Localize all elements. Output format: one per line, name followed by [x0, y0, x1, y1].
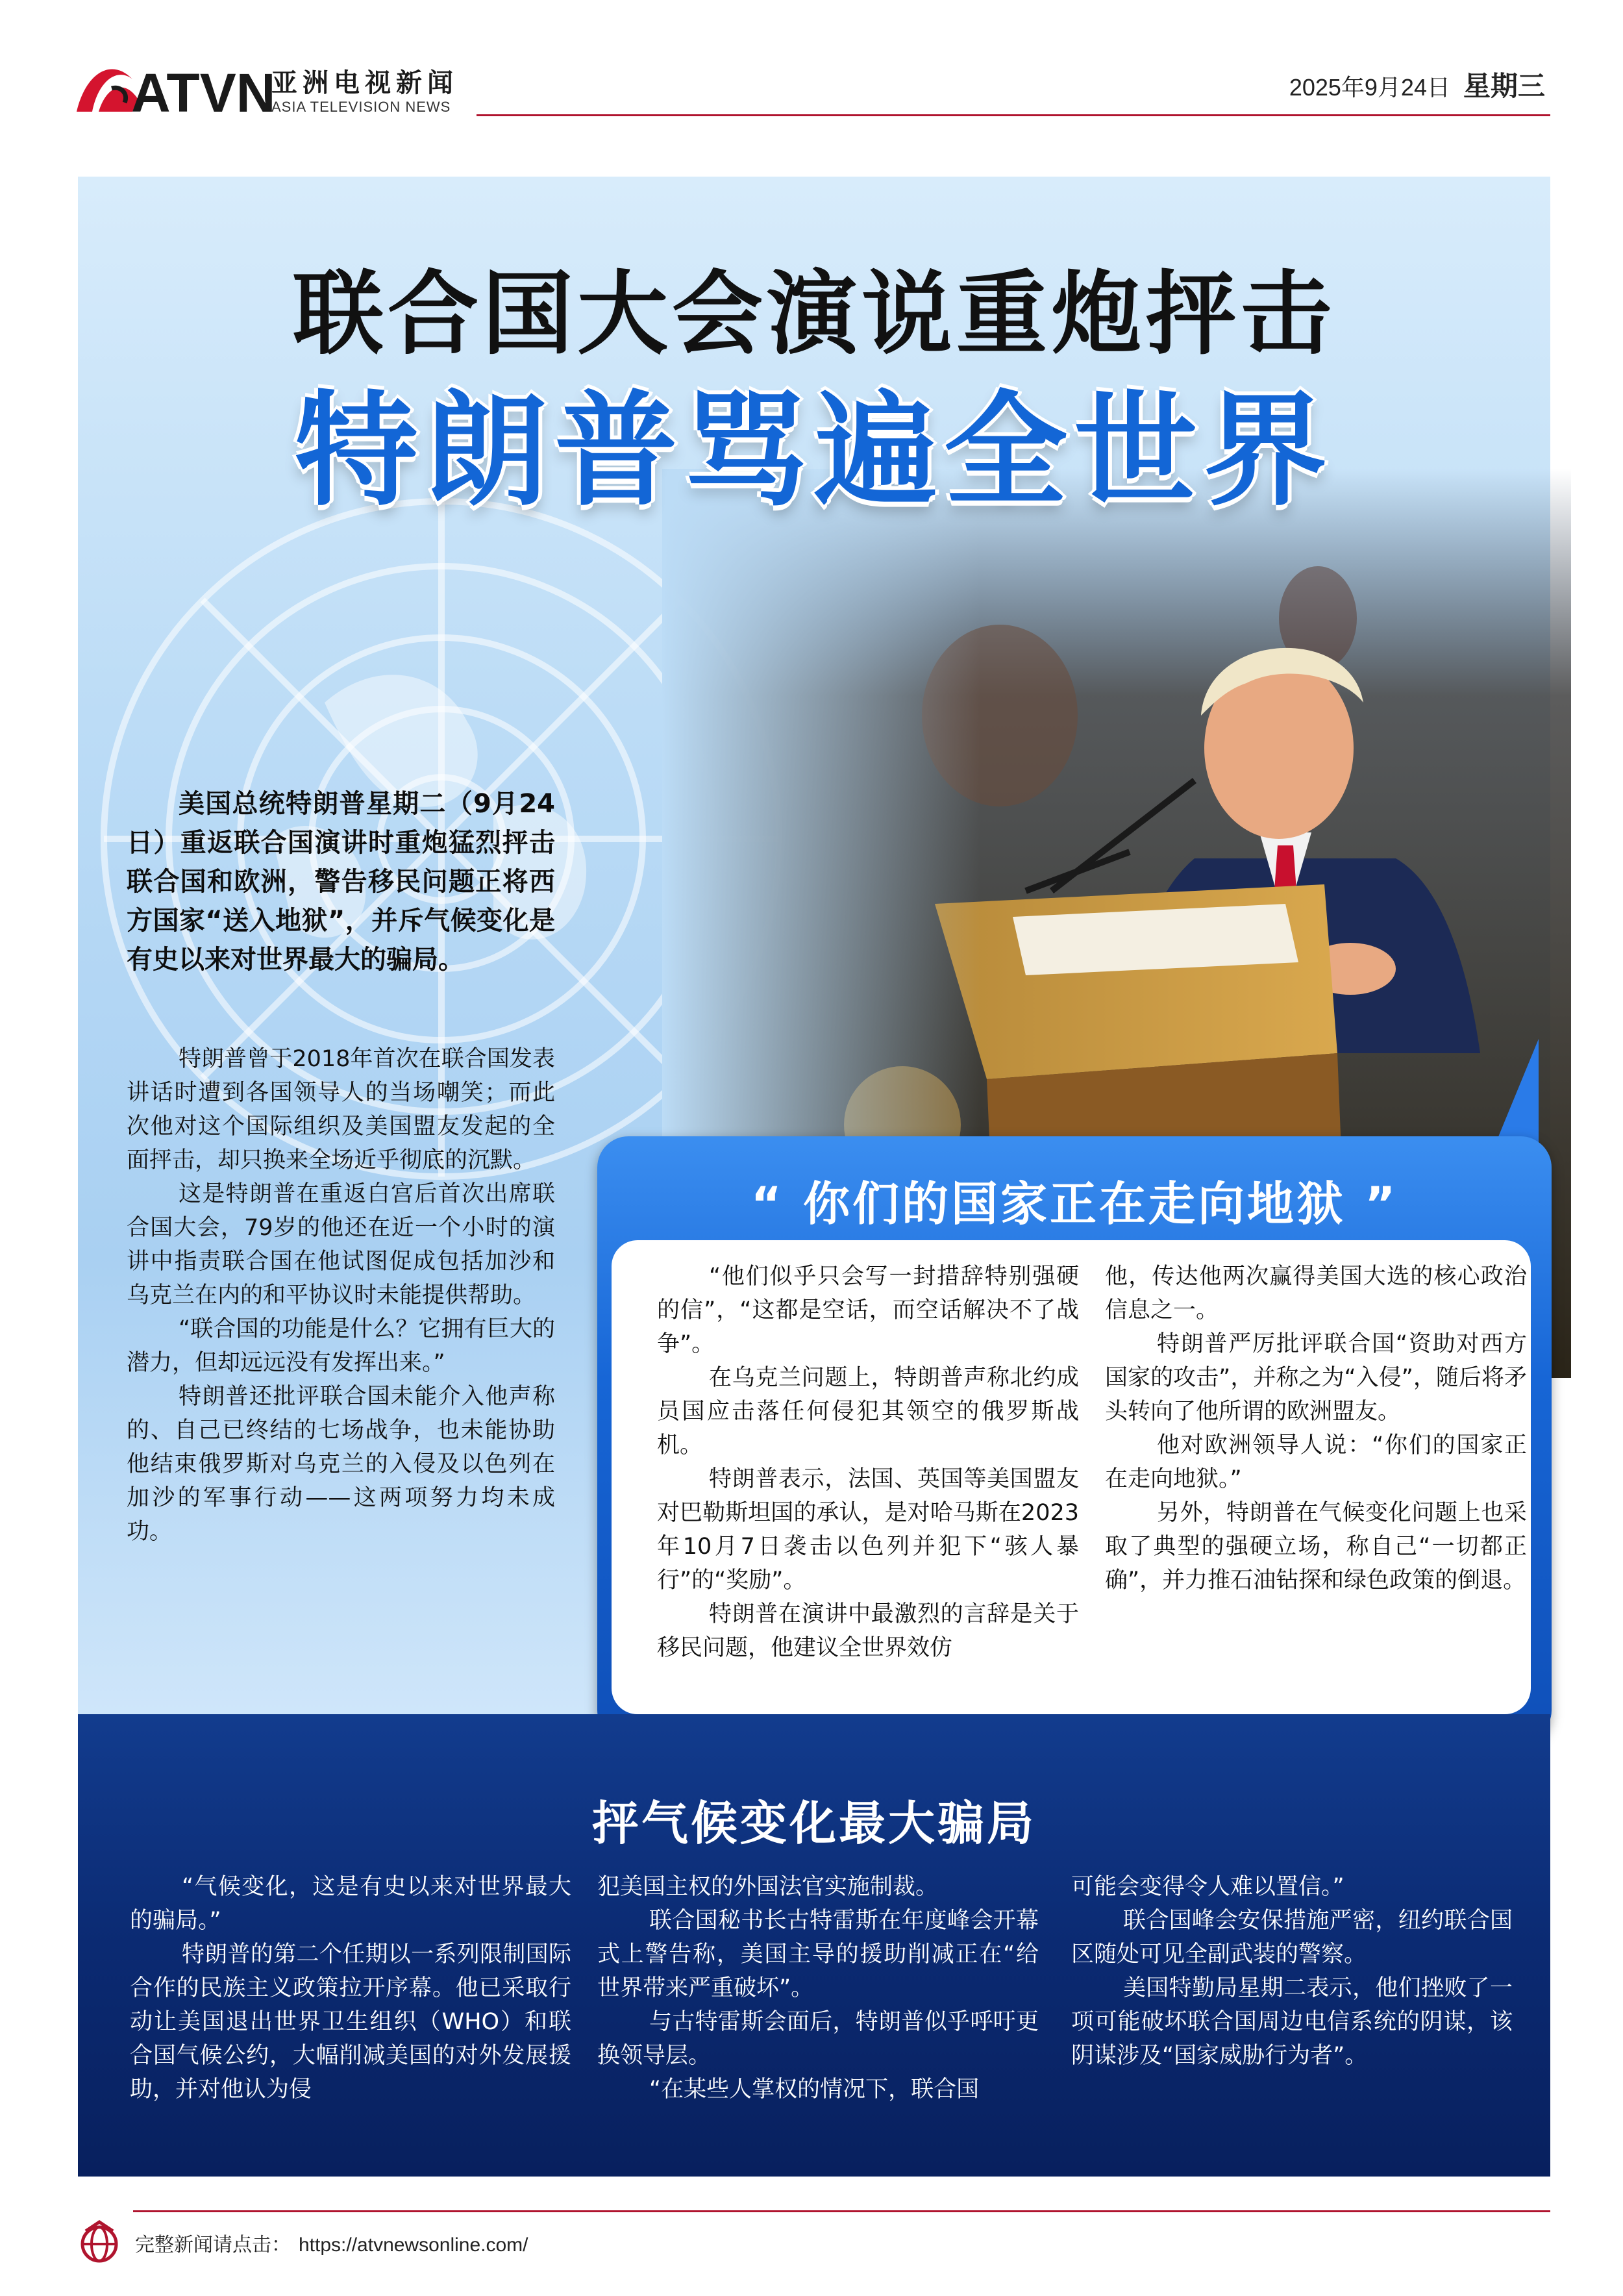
climate-section — [78, 1714, 1550, 2177]
body-paragraph: 美国特勤局星期二表示，他们挫败了一项可能破坏联合国周边电信系统的阴谋，该阴谋涉及“国家威胁行为者”。 — [1071, 1975, 1513, 2069]
quote-box-tail — [1487, 1039, 1545, 1149]
quote-column-1 — [657, 1260, 1079, 1665]
body-paragraph: 在乌克兰问题上，特朗普声称北约成员国应击落任何侵犯其领空的俄罗斯战机。 — [657, 1365, 1079, 1458]
svg-text:ATVN: ATVN — [131, 62, 276, 123]
body-paragraph: “在某些人掌权的情况下，联合国 — [649, 2077, 980, 2103]
body-paragraph: “他们似乎只会写一封措辞特别强硬的信”，“这都是空话，而空话解决不了战争”。 — [657, 1264, 1079, 1357]
headline-sub: 特朗普骂遍全世界 — [294, 379, 1333, 523]
body-paragraph-continued: 可能会变得令人难以置信。” — [1071, 1874, 1344, 1900]
lead-paragraph: 美国总统特朗普星期二（9月24日）重返联合国演讲时重炮猛烈抨击联合国和欧洲，警告移民问题正将西方国家“送入地狱”，并斥气候变化是有史以来对世界最大的骗局。 — [127, 789, 555, 975]
footer-link[interactable] — [135, 2228, 528, 2257]
quote-box — [597, 1136, 1552, 1741]
climate-section-title: 抨气候变化最大骗局 — [591, 1796, 1036, 1851]
footer-rule — [133, 2210, 1550, 2212]
weekday-text: 星期三 — [1463, 71, 1545, 101]
body-paragraph-continued: 他，传达他两次赢得美国大选的核心政治信息之一。 — [1105, 1264, 1527, 1323]
climate-column-1 — [130, 1870, 571, 2106]
body-paragraph-continued: 犯美国主权的外国法官实施制裁。 — [597, 1874, 939, 1900]
brand-name-cn: 亚洲电视新闻 — [271, 68, 458, 98]
climate-column-2 — [597, 1870, 1039, 2106]
atvn-logo — [73, 60, 276, 123]
body-paragraph: “气候变化，这是有史以来对世界最大的骗局。” — [130, 1874, 571, 1934]
issue-date — [1289, 65, 1545, 104]
body-paragraph: 特朗普还批评联合国未能介入他声称的、自己已终结的七场战争，也未能协助他结束俄罗斯对乌克兰的入侵及以色列在加沙的军事行动——这两项努力均未成功。 — [127, 1384, 555, 1545]
footer-url[interactable]: https://atvnewsonline.com/ — [299, 2234, 528, 2256]
masthead — [0, 0, 1623, 130]
brand-name-en: ASIA TELEVISION NEWS — [271, 99, 451, 115]
body-paragraph: 联合国秘书长古特雷斯在年度峰会开幕式上警告称，美国主导的援助削减正在“给世界带来严重破坏”。 — [597, 1908, 1039, 2001]
body-paragraph: 这是特朗普在重返白宫后首次出席联合国大会，79岁的他还在近一个小时的演讲中指责联合国在他试图促成包括加沙和乌克兰在内的和平协议时未能提供帮助。 — [127, 1181, 555, 1308]
quote-box-title: “ 你们的国家正在走向地狱 ” — [750, 1177, 1398, 1231]
body-paragraph: 与古特雷斯会面后，特朗普似乎呼吁更换领导层。 — [597, 2009, 1039, 2069]
quote-column-2 — [1105, 1260, 1527, 1597]
header-rule — [477, 114, 1550, 116]
headline-main: 联合国大会演说重炮抨击 — [292, 262, 1335, 368]
body-paragraph: 特朗普在演讲中最激烈的言辞是关于移民问题，他建议全世界效仿 — [657, 1601, 1079, 1661]
quote-box-body — [612, 1240, 1531, 1714]
body-paragraph: “联合国的功能是什么？它拥有巨大的潜力，但却远远没有发挥出来。” — [127, 1316, 555, 1376]
date-text: 2025年9月24日 — [1289, 74, 1450, 101]
body-paragraph: 特朗普严厉批评联合国“资助对西方国家的攻击”，并称之为“入侵”，随后将矛头转向了他所谓的欧洲盟友。 — [1105, 1331, 1527, 1425]
left-column — [127, 1042, 555, 1549]
body-paragraph: 另外，特朗普在气候变化问题上也采取了典型的强硬立场，称自己“一切都正确”，并力推石油钻探和绿色政策的倒退。 — [1105, 1500, 1527, 1593]
news-globe-icon — [77, 2219, 122, 2265]
body-paragraph: 联合国峰会安保措施严密，纽约联合国区随处可见全副武装的警察。 — [1071, 1908, 1513, 1967]
body-paragraph: 特朗普的第二个任期以一系列限制国际合作的民族主义政策拉开序幕。他已采取行动让美国退出世界卫生组织（WHO）和联合国气候公约，大幅削减美国的对外发展援助，并对他认为侵 — [130, 1941, 571, 2103]
climate-column-3 — [1071, 1870, 1513, 2073]
body-paragraph: 特朗普表示，法国、英国等美国盟友对巴勒斯坦国的承认，是对哈马斯在2023年10月7日袭击以色列并犯下“骇人暴行”的“奖励”。 — [657, 1466, 1079, 1593]
footer-label: 完整新闻请点击： — [135, 2234, 291, 2256]
body-paragraph: 特朗普曾于2018年首次在联合国发表讲话时遭到各国领导人的当场嘲笑；而此次他对这个国际组织及美国盟友发起的全面抨击，却只换来全场近乎彻底的沉默。 — [127, 1046, 555, 1173]
body-paragraph: 他对欧洲领导人说：“你们的国家正在走向地狱。” — [1105, 1432, 1527, 1492]
